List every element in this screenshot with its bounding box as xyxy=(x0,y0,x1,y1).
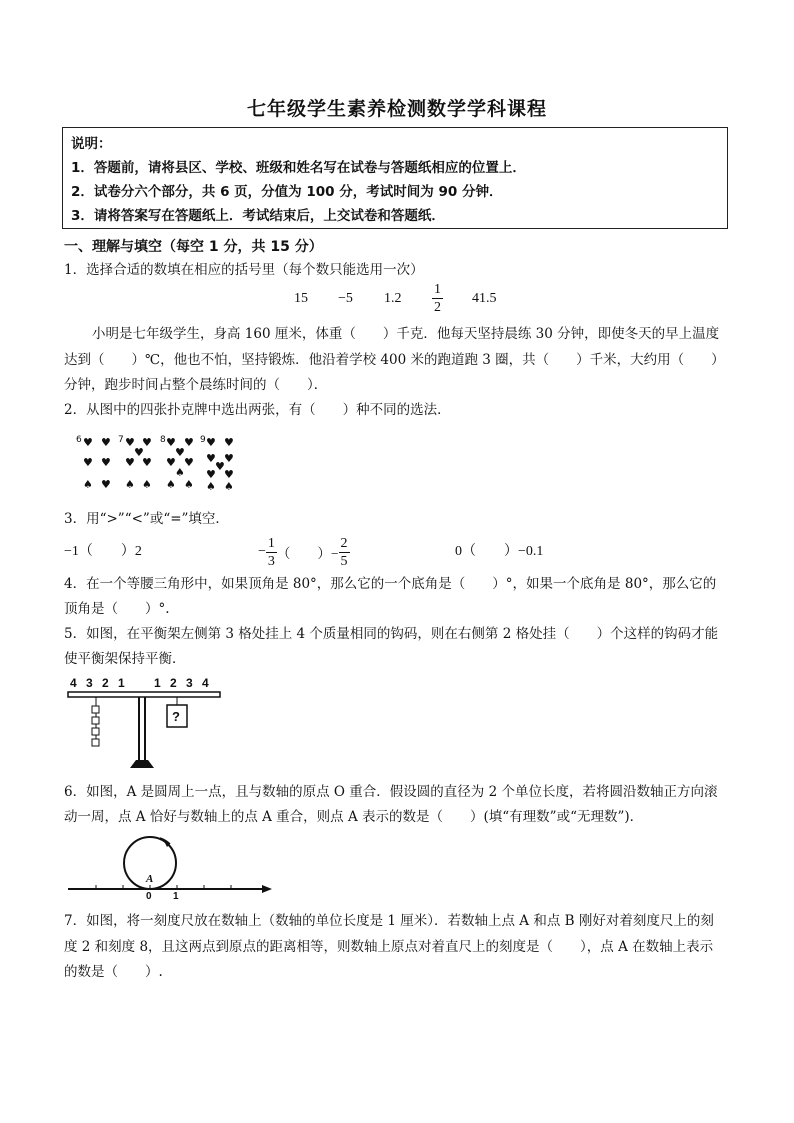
q7-line: 的数是（ ）. xyxy=(64,964,163,980)
instruction-item: 3．请将答案写在答题纸上．考试结束后，上交试卷和答题纸． xyxy=(71,208,445,224)
svg-text:♥: ♥ xyxy=(184,436,194,449)
svg-text:♥: ♥ xyxy=(83,436,93,449)
svg-text:♥: ♥ xyxy=(101,436,111,449)
q5-line: 使平衡架保持平衡． xyxy=(64,651,186,667)
card-rank-6: 6 xyxy=(76,435,82,445)
q2-stem: 2．从图中的四张扑克牌中选出两张，有（ ）种不同的选法． xyxy=(64,402,451,418)
svg-text:♥: ♥ xyxy=(206,436,216,449)
q1-text-line: 小明是七年级学生，身高 160 厘米，体重（ ）千克．他每天坚持晨练 30 分钟，即使冬天的早上温度 xyxy=(92,326,720,342)
svg-text:♥: ♥ xyxy=(101,478,111,491)
q1-text-line: 分钟，跑步时间占整个晨练时间的（ ）． xyxy=(64,377,328,393)
q6-line: 动一周，点 A 恰好与数轴上的点 A 重合，则点 A 表示的数是（ ）(填“有理数”或“无理数”)． xyxy=(64,809,644,825)
fraction-numerator: 1 xyxy=(267,535,275,551)
card-rank-7: 7 xyxy=(118,435,124,445)
q6-line: 6．如图，A 是圆周上一点，且与数轴的原点 O 重合．假设圆的直径为 2 个单位长度，若将圆沿数轴正方向滚 xyxy=(64,784,718,800)
svg-text:♥: ♥ xyxy=(142,456,152,469)
instructions-box xyxy=(62,127,728,229)
left-scale-labels: 4 3 2 1 xyxy=(70,676,128,690)
q4-line: 顶角是（ ）°. xyxy=(64,601,170,617)
fraction-numerator: 1 xyxy=(434,282,441,297)
svg-text:♠: ♠ xyxy=(184,478,194,491)
playing-cards xyxy=(76,432,246,494)
section-heading: 一、理解与填空（每空 1 分，共 15 分） xyxy=(64,239,323,255)
minus-sign: − xyxy=(258,544,266,559)
svg-text:♥: ♥ xyxy=(206,452,216,465)
instructions-heading: 说明： xyxy=(71,136,112,152)
tick-label-0: 0 xyxy=(146,891,152,902)
card-rank-8: 8 xyxy=(160,435,166,445)
q1-number: −5 xyxy=(338,291,353,306)
instruction-item: 1．答题前，请将县区、学校、班级和姓名写在试卷与答题纸相应的位置上． xyxy=(71,160,526,176)
q1-stem: 1．选择合适的数填在相应的括号里（每个数只能选用一次） xyxy=(64,262,424,278)
svg-text:♥: ♥ xyxy=(166,436,176,449)
page-title: 七年级学生素养检测数学学科课程 xyxy=(246,98,547,120)
q4-line: 4．在一个等腰三角形中，如果顶角是 80°，那么它的一个底角是（ ）°，如果一个底角是 80°，那么它的 xyxy=(64,576,717,592)
q1-fraction xyxy=(432,281,443,316)
q5-line: 5．如图，在平衡架左侧第 3 格处挂上 4 个质量相同的钩码，则在右侧第 2 格处挂（ ）个这样的钩码才能 xyxy=(64,626,719,642)
svg-text:♠: ♠ xyxy=(125,478,135,491)
svg-text:♠: ♠ xyxy=(224,480,234,493)
svg-text:♠: ♠ xyxy=(166,478,176,491)
card-rank-9: 9 xyxy=(200,435,206,445)
q1-text-line: 达到（ ）℃，他也不怕，坚持锻炼．他沿着学校 400 米的跑道跑 3 圈，共（ ）千米，大约用（ ） xyxy=(64,352,725,368)
instruction-item: 2．试卷分六个部分，共 6 页，分值为 100 分，考试时间为 90 分钟． xyxy=(71,184,503,200)
svg-text:♥: ♥ xyxy=(224,452,234,465)
q3-item-3: 0（ ）−0.1 xyxy=(455,544,544,559)
svg-text:♥: ♥ xyxy=(83,456,93,469)
circle-numberline-figure xyxy=(66,830,276,902)
fraction-numerator: 2 xyxy=(340,535,348,551)
fraction-denominator: 2 xyxy=(434,300,441,315)
svg-text:♥: ♥ xyxy=(101,456,111,469)
q7-line: 7．如图，将一刻度尺放在数轴上（数轴的单位长度是 1 厘米）．若数轴上点 A 和点 B 刚好对着刻度尺上的刻 xyxy=(64,913,714,929)
svg-text:♠: ♠ xyxy=(175,466,185,479)
q1-number: 41.5 xyxy=(472,291,497,306)
q1-number: 15 xyxy=(294,291,308,306)
svg-text:♥: ♥ xyxy=(175,446,185,459)
svg-text:♥: ♥ xyxy=(184,456,194,469)
svg-text:♥: ♥ xyxy=(142,436,152,449)
unknown-weight-label: ? xyxy=(172,709,180,724)
fraction xyxy=(339,535,350,570)
svg-text:♥: ♥ xyxy=(224,436,234,449)
svg-text:♥: ♥ xyxy=(224,468,234,481)
balance-figure xyxy=(66,676,226,768)
fraction xyxy=(266,535,277,570)
q1-number: 1.2 xyxy=(384,291,402,306)
q3-item-2 xyxy=(258,530,350,574)
fraction-denominator: 3 xyxy=(267,553,275,569)
right-scale-labels: 1 2 3 4 xyxy=(154,676,212,690)
svg-text:♠: ♠ xyxy=(142,478,152,491)
svg-text:♥: ♥ xyxy=(134,446,144,459)
svg-text:♠: ♠ xyxy=(83,478,93,491)
svg-text:♥: ♥ xyxy=(125,456,135,469)
svg-text:♥: ♥ xyxy=(215,460,225,473)
svg-text:♥: ♥ xyxy=(166,456,176,469)
numberline-drawing xyxy=(66,830,276,902)
q3-stem: 3．用“>”“<”或“=”填空． xyxy=(64,511,229,527)
q3-item-1: −1（ ）2 xyxy=(64,544,142,559)
q7-line: 度 2 和刻度 8，且这两点到原点的距离相等，则数轴上原点对着直尺上的刻度是（ ），点 A 在数轴上表示 xyxy=(64,939,714,955)
svg-text:♥: ♥ xyxy=(206,468,216,481)
svg-text:♥: ♥ xyxy=(125,436,135,449)
fraction-denominator: 5 xyxy=(340,553,348,569)
balance-drawing xyxy=(66,676,226,768)
point-a-label: A xyxy=(146,873,154,885)
tick-label-1: 1 xyxy=(173,891,179,902)
comparison-blank: （ ）− xyxy=(276,546,339,561)
svg-text:♠: ♠ xyxy=(206,480,216,493)
cards-figure xyxy=(76,432,246,494)
